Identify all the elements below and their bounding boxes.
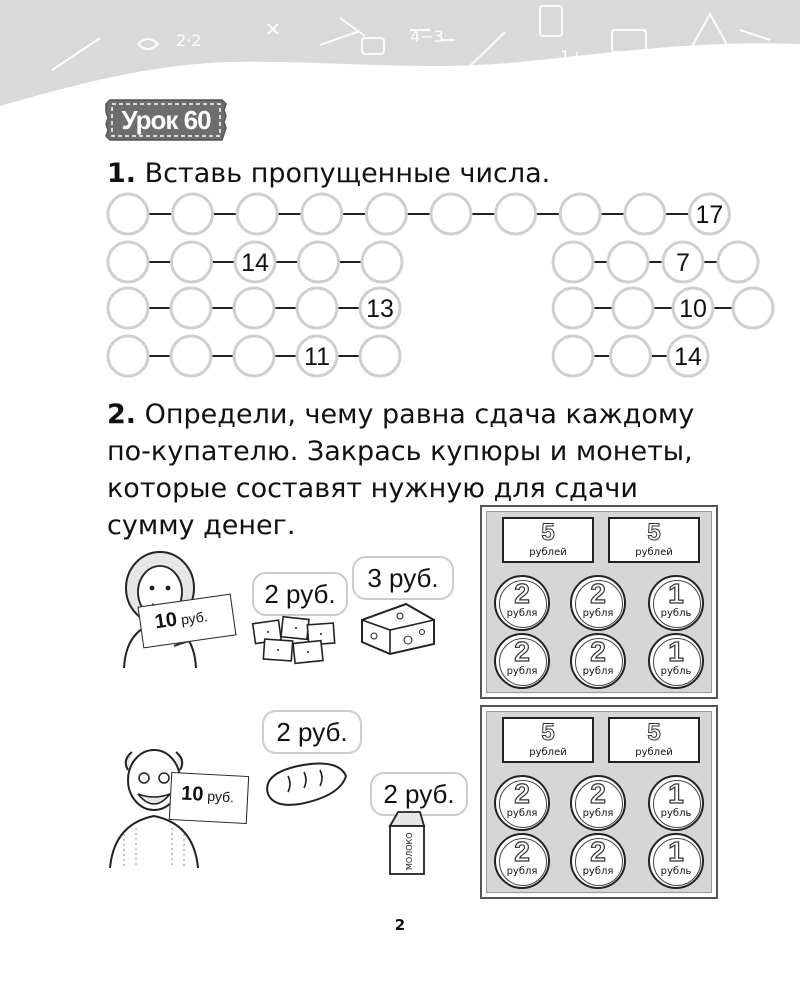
milk-label: МОЛОКО <box>405 832 414 870</box>
two-ruble-coin[interactable] <box>494 833 550 889</box>
five-ruble-note[interactable] <box>608 717 700 763</box>
chain-blank-circle[interactable] <box>496 194 536 234</box>
note-value: 5 <box>647 719 661 746</box>
chain-blank-circle[interactable] <box>299 242 339 282</box>
note-label: рублей <box>635 547 673 558</box>
chain-blank-circle[interactable] <box>611 336 651 376</box>
chain-blank-circle[interactable] <box>108 288 148 328</box>
note-label: рублей <box>529 747 567 758</box>
chain-number: 17 <box>695 201 724 229</box>
price-bubble-cheese: 3 руб. <box>352 556 454 600</box>
coin-value: 2 <box>514 578 530 609</box>
chain-blank-circle[interactable] <box>173 194 213 234</box>
bread-loaf-icon <box>260 758 352 808</box>
chain-blank-circle[interactable] <box>362 242 402 282</box>
chain-number: 14 <box>241 249 269 277</box>
chain-blank-circle[interactable] <box>171 336 211 376</box>
two-ruble-coin[interactable] <box>494 775 550 831</box>
coin-label: рубля <box>506 866 538 877</box>
one-ruble-coin[interactable] <box>648 775 704 831</box>
svg-text:1+: 1+ <box>560 47 584 66</box>
note-value: 5 <box>647 519 661 546</box>
cheese-icon <box>356 598 438 656</box>
coin-label: рубль <box>660 608 692 619</box>
coin-label: рубля <box>582 608 614 619</box>
chain-blank-circle[interactable] <box>234 336 274 376</box>
man-tag-number: 10 <box>180 782 204 806</box>
chain-number: 7 <box>676 249 690 277</box>
coin-value: 2 <box>514 836 530 867</box>
coin-value: 2 <box>590 778 606 809</box>
chain-blank-circle[interactable] <box>108 242 148 282</box>
coin-value: 2 <box>590 578 606 609</box>
price-bubble-milk: 2 руб. <box>370 772 468 816</box>
note-value: 5 <box>541 519 555 546</box>
one-ruble-coin[interactable] <box>648 833 704 889</box>
task-1-text: Вставь пропущенные числа. <box>144 158 551 189</box>
two-ruble-coin[interactable] <box>494 633 550 689</box>
page-number: 2 <box>394 916 406 934</box>
chain-blank-circle[interactable] <box>625 194 665 234</box>
two-ruble-coin[interactable] <box>570 833 626 889</box>
coin-label: рубль <box>660 666 692 677</box>
chain-number: 10 <box>679 295 707 323</box>
chain-blank-circle[interactable] <box>171 288 211 328</box>
coin-label: рубля <box>506 608 538 619</box>
two-ruble-coin[interactable] <box>494 575 550 631</box>
chain-blank-circle[interactable] <box>108 194 148 234</box>
price-bubble-bread: 2 руб. <box>262 710 362 754</box>
chain-number: 14 <box>674 343 702 371</box>
coin-value: 1 <box>668 636 684 667</box>
man-price-tag <box>169 772 249 824</box>
price-bubble-crackers: 2 руб. <box>252 572 348 616</box>
chain-blank-circle[interactable] <box>553 288 593 328</box>
five-ruble-note[interactable] <box>502 717 594 763</box>
coin-label: рубль <box>660 866 692 877</box>
lesson-title: Урок 60 <box>121 105 211 135</box>
coin-label: рубля <box>582 808 614 819</box>
coin-value: 2 <box>590 836 606 867</box>
note-value: 5 <box>541 719 555 746</box>
chain-blank-circle[interactable] <box>234 288 274 328</box>
chain-blank-circle[interactable] <box>718 242 758 282</box>
money-box-2 <box>480 705 718 899</box>
crackers-icon <box>246 614 342 666</box>
task-2-number: 2. <box>107 399 137 430</box>
two-ruble-coin[interactable] <box>570 575 626 631</box>
coin-value: 1 <box>668 778 684 809</box>
man-tag-unit: руб. <box>206 787 235 806</box>
five-ruble-note[interactable] <box>608 517 700 563</box>
two-ruble-coin[interactable] <box>570 775 626 831</box>
chain-blank-circle[interactable] <box>302 194 342 234</box>
coin-value: 2 <box>514 778 530 809</box>
coin-value: 2 <box>514 636 530 667</box>
task-1-number: 1. <box>107 158 137 189</box>
svg-text:2·2: 2·2 <box>176 31 202 50</box>
chain-number: 11 <box>304 343 330 371</box>
chain-blank-circle[interactable] <box>553 336 593 376</box>
coin-label: рубля <box>506 666 538 677</box>
one-ruble-coin[interactable] <box>648 633 704 689</box>
chain-blank-circle[interactable] <box>733 288 773 328</box>
chain-blank-circle[interactable] <box>108 336 148 376</box>
coin-label: рубля <box>506 808 538 819</box>
five-ruble-note[interactable] <box>502 517 594 563</box>
chain-number: 13 <box>366 295 394 323</box>
chain-blank-circle[interactable] <box>553 242 593 282</box>
one-ruble-coin[interactable] <box>648 575 704 631</box>
coin-value: 2 <box>590 636 606 667</box>
coin-label: рубля <box>582 666 614 677</box>
money-box-1 <box>480 505 718 699</box>
note-label: рублей <box>529 547 567 558</box>
task-2-text: Определи, чему равна сдача каждому по-купателю. Закрась купюры и монеты, которые составят нужную для сдачи сумму денег. <box>107 399 695 541</box>
note-label: рублей <box>635 747 673 758</box>
coin-value: 1 <box>668 578 684 609</box>
chain-blank-circle[interactable] <box>560 194 600 234</box>
chain-blank-circle[interactable] <box>297 288 337 328</box>
chain-blank-circle[interactable] <box>360 336 400 376</box>
chain-blank-circle[interactable] <box>431 194 471 234</box>
chain-blank-circle[interactable] <box>613 288 653 328</box>
chain-blank-circle[interactable] <box>172 242 212 282</box>
coin-label: рубль <box>660 808 692 819</box>
chain-blank-circle[interactable] <box>366 194 406 234</box>
woman-tag-number: 10 <box>153 608 179 634</box>
two-ruble-coin[interactable] <box>570 633 626 689</box>
milk-carton-icon <box>384 806 428 878</box>
svg-text:4−3: 4−3 <box>410 27 444 46</box>
woman-tag-unit: руб. <box>179 608 209 628</box>
coin-label: рубля <box>582 866 614 877</box>
chain-blank-circle[interactable] <box>237 194 277 234</box>
number-chains <box>0 0 800 400</box>
chain-blank-circle[interactable] <box>608 242 648 282</box>
coin-value: 1 <box>668 836 684 867</box>
